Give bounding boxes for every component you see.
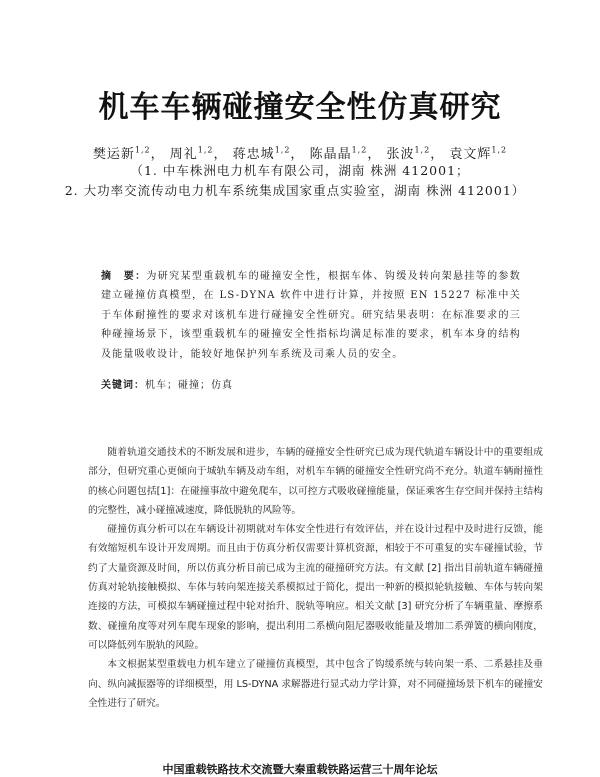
author-name: 樊运新 (92, 147, 135, 162)
author-affiliation-mark: 1,2 (197, 145, 214, 155)
author-name: 陈晶晶 (309, 147, 352, 162)
author-name: 周礼 (169, 147, 198, 162)
affiliation-1: （1. 中车株洲电力机车有限公司，湖南 株洲 412001； (130, 163, 470, 178)
author-name: 袁文辉 (449, 147, 492, 162)
body-paragraph: 随着轨道交通技术的不断发展和进步，车辆的碰撞安全性研究已成为现代轨道车辆设计中的重要组成部分，但研究重心更倾向于城轨车辆及动车组，对机车车辆的碰撞安全性研究尚不充分。轨道车辆耐撞性的核心问题包括[1]：在碰撞事故中避免爬车，以可控方式吸收碰撞能量，保证乘客生存空间并保持主结构的完整性，减小碰撞减速度，降低脱轨的风险等。 (88, 447, 543, 516)
body-paragraph: 碰撞仿真分析可以在车辆设计初期就对车体安全性进行有效评估，并在设计过程中及时进行反馈，能有效缩短机车设计开发周期。而且由于仿真分析仅需要计算机资源，相较于不可重复的实车碰撞试验，节约了大量资源及时间，所以仿真分析目前已成为主流的碰撞研究方法。有文献 [2] 指出目前轨道车辆碰撞仿真对轮轨接触模拟、车体与转向架连接关系模拟过于简化，提出一种新的模拟轮轨接触、车体与转向架连接的方法，可模拟车辆碰撞过程中轮对抬升、脱轨等响应。相关文献 [3] 研究分析了车辆重量、摩擦系数、碰撞角度等对列车爬车现象的影响，提出利用二系横向阻尼器吸收能量及增加二系弹簧的横向刚度，可以降低列车脱轨的风险。 (88, 524, 543, 651)
keywords (101, 376, 233, 391)
author-affiliation-mark: 1,2 (491, 145, 508, 155)
author-affiliation-mark: 1,2 (134, 145, 151, 155)
page-footer: 中国重载铁路技术交流暨大秦重载铁路运营三十周年论坛 (162, 763, 438, 776)
author-name: 蒋忠城 (232, 147, 275, 162)
abstract-label: 摘 要： (101, 271, 147, 282)
author-affiliation-mark: 1,2 (351, 145, 368, 155)
author-affiliation-mark: 1,2 (274, 145, 291, 155)
body-paragraph: 本文根据某型重载电力机车建立了碰撞仿真模型，其中包含了钩缓系统与转向架一系、二系悬挂及垂向、纵向减振器等的详细模型，用 LS-DYNA 求解器进行显式动力学计算，对不同碰撞场景下机车的碰撞安全性进行了研究。 (88, 659, 543, 709)
abstract-text: 为研究某型重载机车的碰撞安全性，根据车体、钩缓及转向架悬挂等的参数建立碰撞仿真模型，在 LS-DYNA 软件中进行计算，并按照 EN 15227 标准中关于车体耐撞性的要求对该机车进行碰撞安全性研究。研究结果表明：在标准要求的三种碰撞场景下，该型重载机车的碰撞安全性指标均满足标准的要求，机车本身的结构及能量吸收设计，能较好地保护列车系统及司乘人员的安全。 (101, 271, 521, 360)
author-affiliation-mark: 1,2 (414, 145, 431, 155)
keywords-text: 机车；碰撞；仿真 (145, 380, 233, 391)
paper-title: 机车车辆碰撞安全性仿真研究 (98, 90, 502, 125)
author-list: 樊运新$^{1,2}$， 周礼$^{1,2}$， 蒋忠城$^{1,2}$， 陈晶晶$^{1,2}$， 张波$^{1,2}$， 袁文辉$^{1,2}$ (92, 145, 508, 162)
abstract (101, 267, 521, 364)
author-name: 张波 (386, 147, 415, 162)
affiliation-2: 2. 大功率交流传动电力机车系统集成国家重点实验室，湖南 株洲 412001） (64, 183, 526, 198)
body-text (88, 443, 543, 713)
keywords-label: 关键词： (101, 380, 145, 391)
